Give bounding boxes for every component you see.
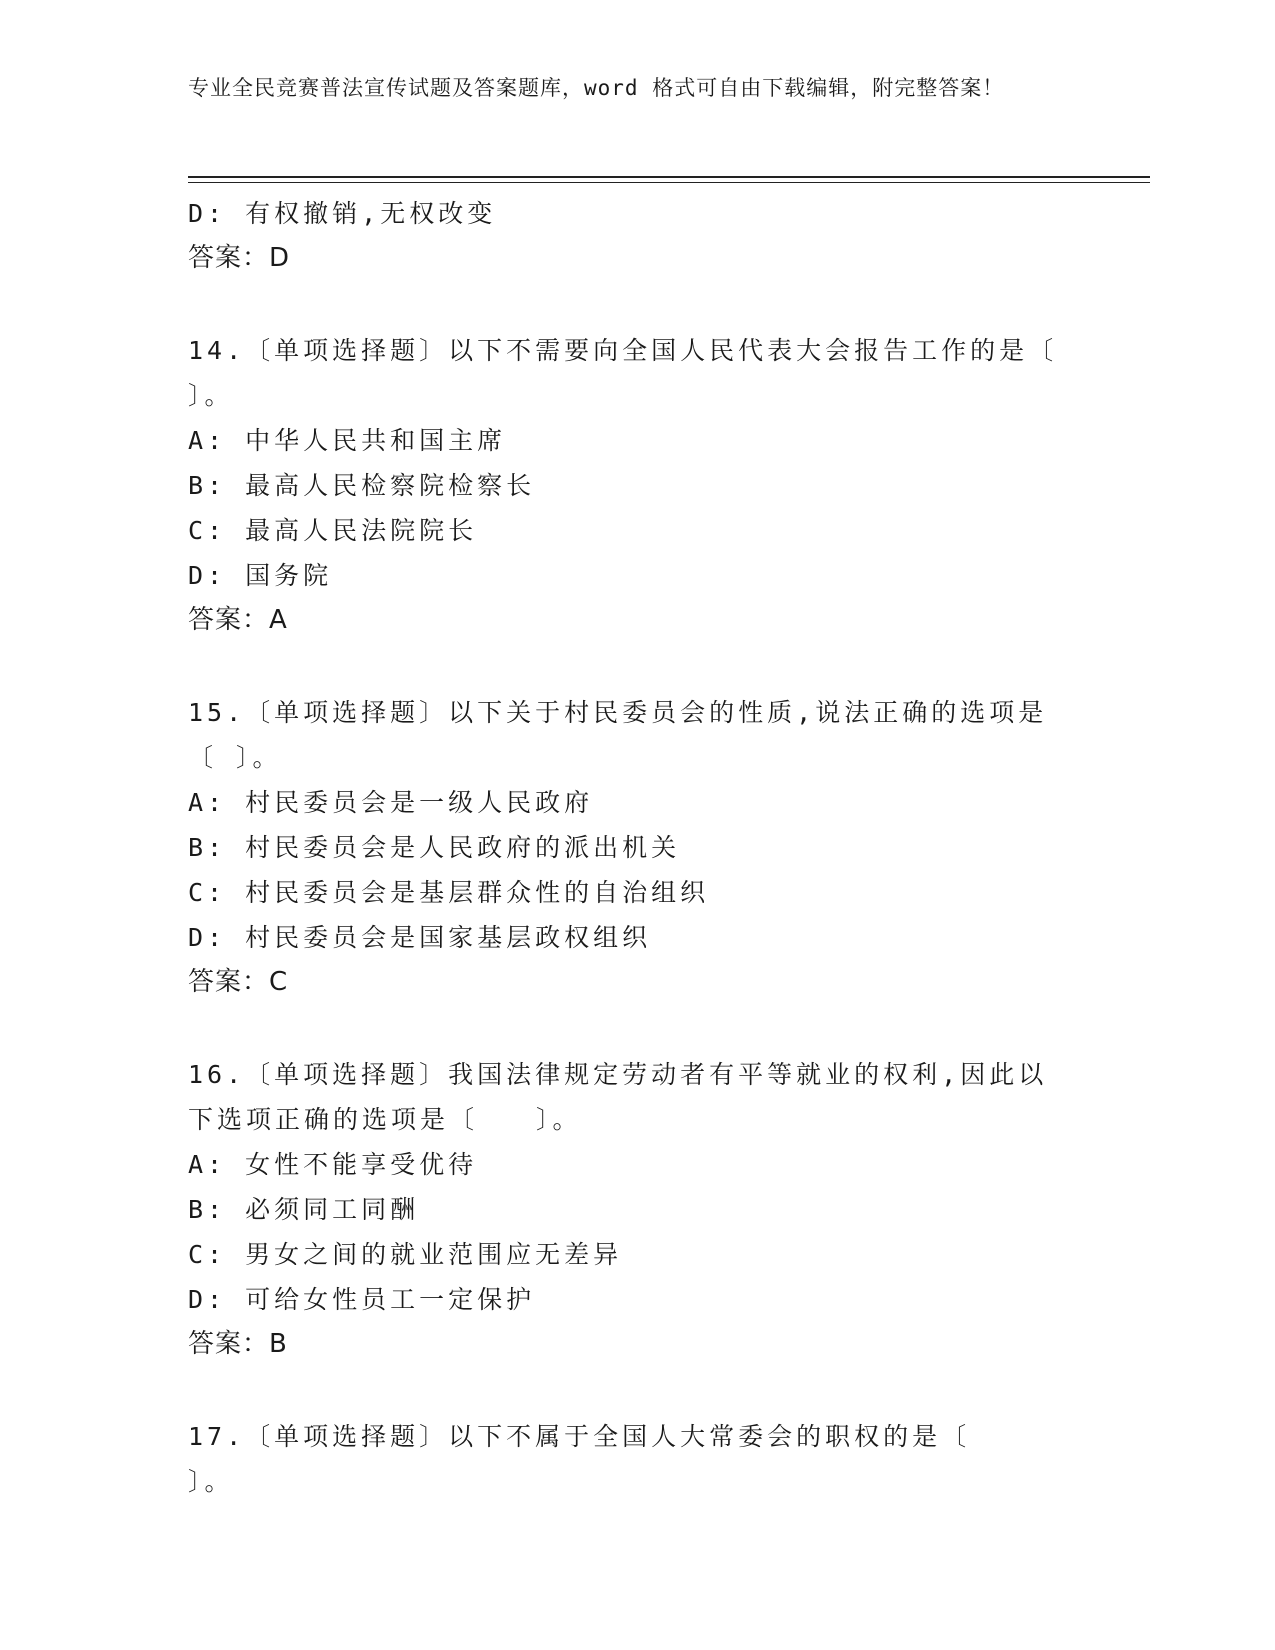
option-d: D: 可给女性员工一定保护 xyxy=(188,1285,536,1314)
question-stem: 15.〔单项选择题〕以下关于村民委员会的性质,说法正确的选项是〔 〕。 xyxy=(188,698,1048,772)
answer-line: 答案：B xyxy=(188,1329,288,1359)
question-stem: 14.〔单项选择题〕以下不需要向全国人民代表大会报告工作的是〔 〕。 xyxy=(188,336,1058,410)
answer-line: 答案：C xyxy=(188,967,289,997)
spacer xyxy=(188,1367,1068,1414)
question-17 xyxy=(188,1414,1068,1504)
option-c: C: 男女之间的就业范围应无差异 xyxy=(188,1240,623,1269)
question-15 xyxy=(188,690,1068,1005)
option-b: B: 必须同工同酬 xyxy=(188,1195,420,1224)
option-d: D: 有权撤销,无权改变 xyxy=(188,199,497,228)
answer-line: 答案：D xyxy=(188,243,291,273)
page-header: 专业全民竞赛普法宣传试题及答案题库，word 格式可自由下载编辑，附完整答案！ xyxy=(188,76,1005,100)
spacer xyxy=(188,281,1068,328)
spacer xyxy=(188,643,1068,690)
option-d: D: 村民委员会是国家基层政权组织 xyxy=(188,923,652,952)
option-a: A: 中华人民共和国主席 xyxy=(188,426,507,455)
option-c: C: 村民委员会是基层群众性的自治组织 xyxy=(188,878,710,907)
header-divider-bottom xyxy=(188,182,1150,183)
question-14 xyxy=(188,328,1068,643)
option-a: A: 女性不能享受优待 xyxy=(188,1150,478,1179)
question-content xyxy=(188,191,1068,1504)
option-c: C: 最高人民法院院长 xyxy=(188,516,478,545)
question-stem: 17.〔单项选择题〕以下不属于全国人大常委会的职权的是〔 〕。 xyxy=(188,1422,1029,1496)
spacer xyxy=(188,1005,1068,1052)
question-stem: 16.〔单项选择题〕我国法律规定劳动者有平等就业的权利,因此以下选项正确的选项是〔 〕。 xyxy=(188,1060,1048,1134)
option-a: A: 村民委员会是一级人民政府 xyxy=(188,788,594,817)
answer-line: 答案：A xyxy=(188,605,288,635)
option-b: B: 村民委员会是人民政府的派出机关 xyxy=(188,833,681,862)
option-b: B: 最高人民检察院检察长 xyxy=(188,471,536,500)
question-16 xyxy=(188,1052,1068,1367)
option-d: D: 国务院 xyxy=(188,561,333,590)
header-divider-top xyxy=(188,176,1150,178)
